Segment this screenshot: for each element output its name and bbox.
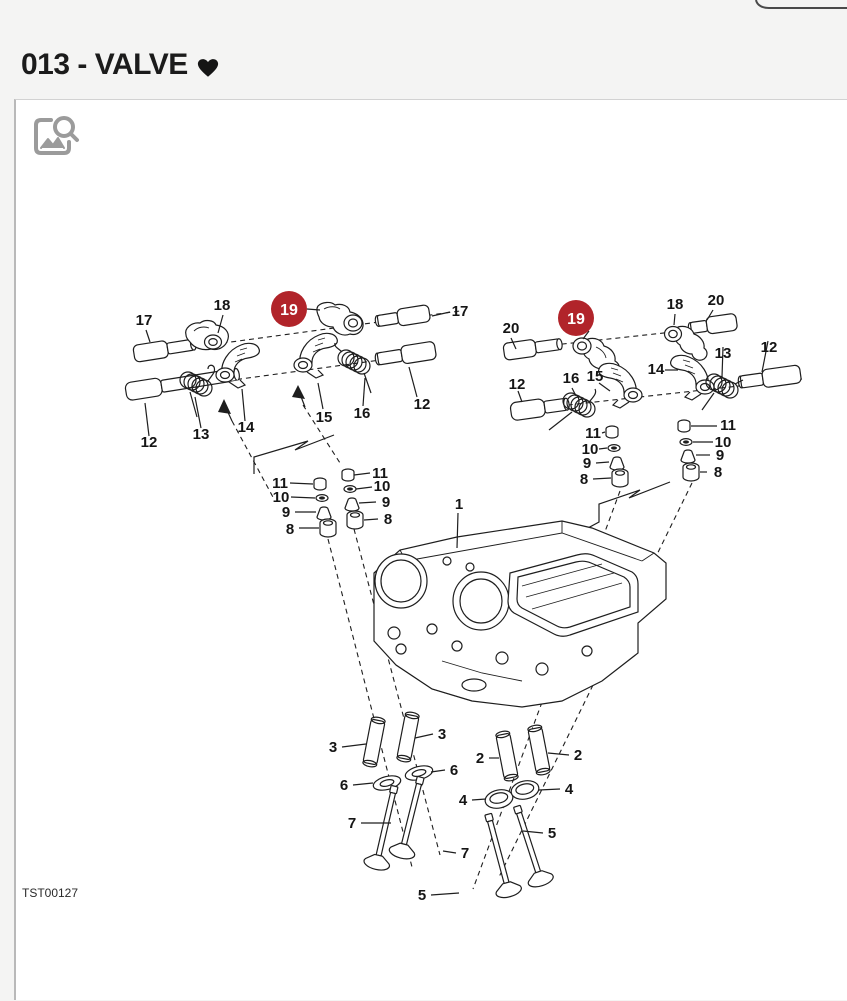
spring-16-left xyxy=(335,343,371,393)
valve-5a xyxy=(476,811,523,900)
rocker-18-left xyxy=(186,321,229,350)
part-number-label: 11 xyxy=(272,475,288,492)
shaft-17-right xyxy=(374,304,431,329)
valve-guide-3a xyxy=(362,716,385,768)
lever-14-left xyxy=(216,343,259,388)
part-number-label: 9 xyxy=(381,494,391,511)
part-number-label: 3 xyxy=(328,739,338,756)
valve-7a xyxy=(363,783,408,872)
shaft-12-left-2 xyxy=(510,395,571,421)
part-number-label: 14 xyxy=(647,361,665,378)
part-number-label: 10 xyxy=(272,489,290,506)
part-number-label: 12 xyxy=(760,339,778,356)
part-number-label: 17 xyxy=(451,303,469,320)
part-number-label: 11 xyxy=(372,465,388,482)
seal-4a xyxy=(483,787,514,810)
part-number-label: 10 xyxy=(581,441,599,458)
lever-15-left xyxy=(294,333,337,378)
part-number-label: 5 xyxy=(547,825,557,842)
shaft-12-right xyxy=(374,341,437,368)
part-number-label: 2 xyxy=(573,747,583,764)
page-title: 013 - VALVE xyxy=(21,48,188,81)
part-number-label: 20 xyxy=(707,292,725,309)
part-number-label: 9 xyxy=(715,447,725,464)
part-number-label: 4 xyxy=(458,792,468,809)
part-number-label: 7 xyxy=(347,815,357,832)
part-number-label: 6 xyxy=(449,762,459,779)
seal-4b xyxy=(509,778,540,801)
part-number-label: 8 xyxy=(579,471,589,488)
part-number-label: 15 xyxy=(315,409,333,426)
parts-diagram xyxy=(2,1,847,1001)
shaft-20-right xyxy=(687,313,737,337)
part-number-label: 20 xyxy=(502,320,520,337)
part-number-label: 12 xyxy=(413,396,431,413)
part-number-label: 12 xyxy=(140,434,158,451)
valve-guide-2b xyxy=(527,724,550,776)
part-number-label: 14 xyxy=(237,419,255,436)
part-number-label: 10 xyxy=(714,434,732,451)
part-number-label: 8 xyxy=(285,521,295,538)
part-number-label: 18 xyxy=(213,297,231,314)
part-number-label: 7 xyxy=(460,845,470,862)
shaft-12-right-2 xyxy=(737,365,801,392)
part-number-label: 12 xyxy=(508,376,526,393)
part-number-label: 6 xyxy=(339,777,349,794)
drawing-panel[interactable] xyxy=(14,99,847,1000)
highlighted-callout-badge[interactable] xyxy=(558,300,594,336)
part-number-label: 1 xyxy=(454,496,464,513)
part-number-label: 13 xyxy=(192,426,210,443)
part-number-label: 18 xyxy=(666,296,684,313)
part-number-label: 15 xyxy=(586,368,604,385)
highlighted-callout-badge[interactable] xyxy=(271,291,307,327)
part-number-label: 16 xyxy=(353,405,371,422)
part-number-label: 16 xyxy=(562,370,580,387)
part-number-label: 4 xyxy=(564,781,574,798)
rocker-19-left xyxy=(317,302,363,335)
part-number-label: 10 xyxy=(373,478,391,495)
part-number-label: 9 xyxy=(582,455,592,472)
part-number-label: 11 xyxy=(720,417,736,434)
cylinder-head xyxy=(374,521,666,707)
valve-guide-2a xyxy=(495,730,518,782)
part-number-label: 8 xyxy=(713,464,723,481)
part-number-label: 5 xyxy=(417,887,427,904)
valve-guide-3b xyxy=(396,711,419,763)
part-number-label: 8 xyxy=(383,511,393,528)
svg-text:19: 19 xyxy=(567,311,585,328)
part-number-label: 13 xyxy=(714,345,732,362)
part-number-label: 17 xyxy=(135,312,153,329)
part-number-label: 3 xyxy=(437,726,447,743)
svg-text:19: 19 xyxy=(280,302,298,319)
part-number-label: 9 xyxy=(281,504,291,521)
drawing-code: TST00127 xyxy=(22,886,79,900)
part-number-label: 2 xyxy=(475,750,485,767)
part-number-label: 11 xyxy=(585,425,601,442)
